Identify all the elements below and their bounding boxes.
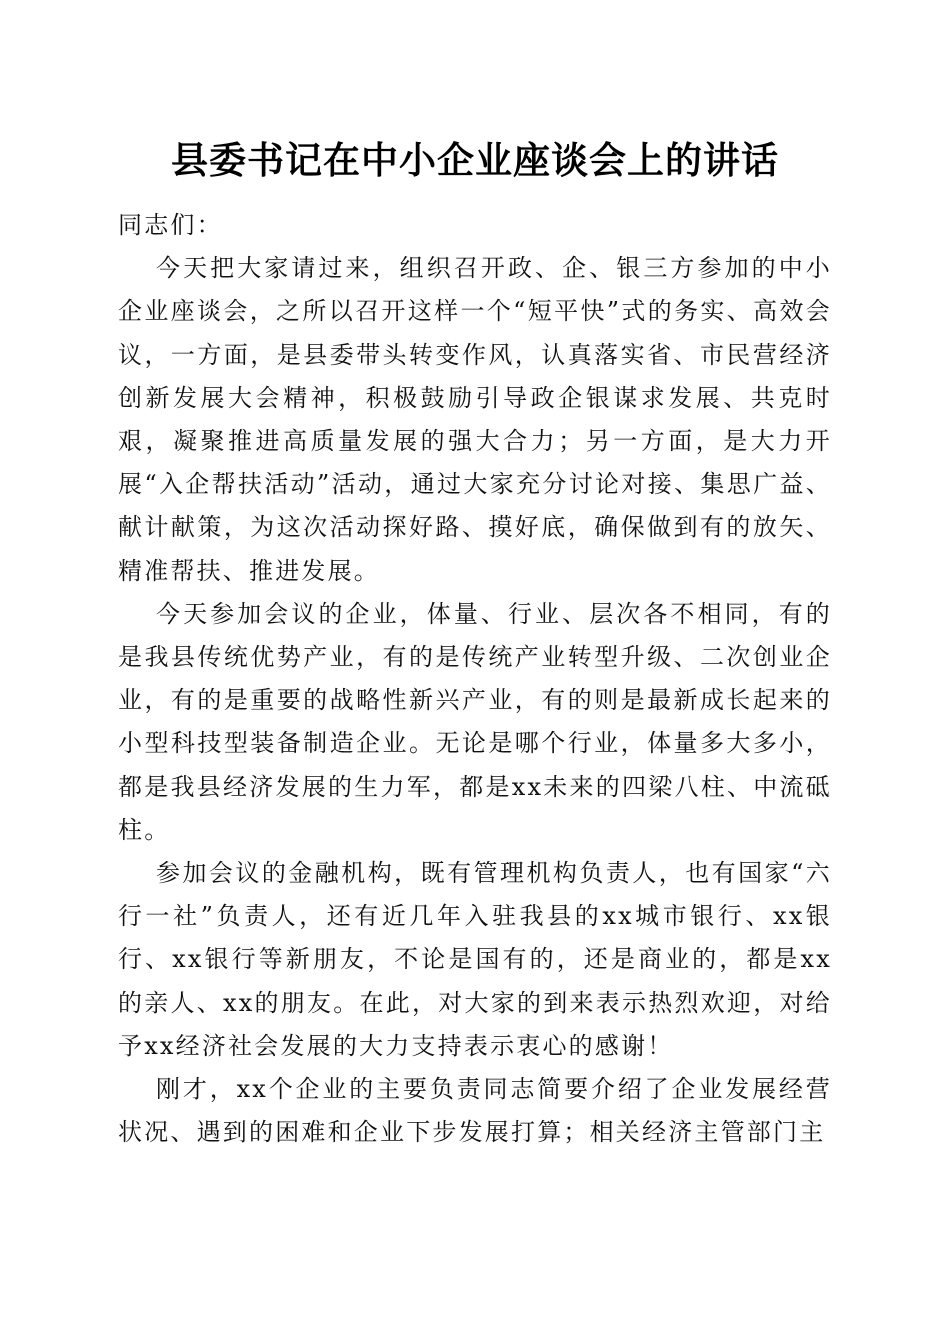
salutation: 同志们： xyxy=(118,211,223,239)
paragraph-1: 今天把大家请过来，组织召开政、企、银三方参加的中小企业座谈会，之所以召开这样一个“短平快”式的务实、高效会议，一方面，是县委带头转变作风，认真落实省、市民营经济创新发展大会精神，积极鼓励引导政企银谋求发展、共克时艰，凝聚推进高质量发展的强大合力；另一方面，是大力开展“入企帮扶活动”活动，通过大家充分讨论对接、集思广益、献计献策，为这次活动探好路、摸好底，确保做到有的放矢、精准帮扶、推进发展。 xyxy=(118,254,832,585)
paragraph-2: 今天参加会议的企业，体量、行业、层次各不相同，有的是我县传统优势产业，有的是传统产业转型升级、二次创业企业，有的是重要的战略性新兴产业，有的则是最新成长起来的小型科技型装备制造企业。无论是哪个行业，体量多大多小，都是我县经济发展的生力军，都是xx未来的四梁八柱、中流砥柱。 xyxy=(118,599,832,844)
document-title: 县委书记在中小企业座谈会上的讲话 xyxy=(171,138,779,182)
document-body xyxy=(118,204,832,1154)
paragraph-3: 参加会议的金融机构，既有管理机构负责人，也有国家“六行一社”负责人，还有近几年入驻我县的xx城市银行、xx银行、xx银行等新朋友，不论是国有的，还是商业的，都是xx的亲人、xx的朋友。在此，对大家的到来表示热烈欢迎，对给予xx经济社会发展的大力支持表示衷心的感谢！ xyxy=(118,859,832,1060)
paragraph-4: 刚才，xx个企业的主要负责同志简要介绍了企业发展经营状况、遇到的困难和企业下步发展打算；相关经济主管部门主 xyxy=(118,1075,832,1147)
